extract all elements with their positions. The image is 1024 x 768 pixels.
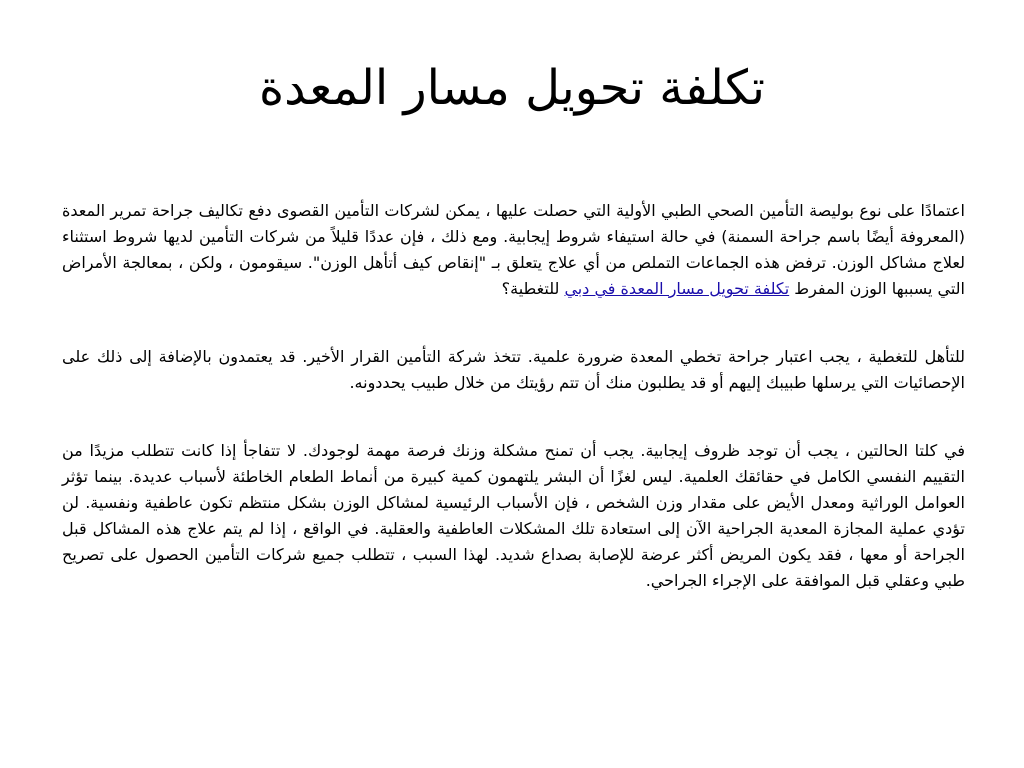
- paragraph-1: [62, 198, 965, 302]
- paragraph-1-tail: للتغطية؟: [501, 279, 565, 298]
- paragraph-2: للتأهل للتغطية ، يجب اعتبار جراحة تخطي المعدة ضرورة علمية. تتخذ شركة التأمين القرار الأخير. قد يعتمدون بالإضافة إلى ذلك على الإحصائيات التي يرسلها طبيبك إليهم أو قد يطلبون منك أن تتم رؤيتك من خلال طبيب يحددونه.: [62, 347, 965, 392]
- gastric-bypass-cost-dubai-link[interactable]: تكلفة تحويل مسار المعدة في دبي: [564, 279, 790, 298]
- paragraph-1-text: اعتمادًا على نوع بوليصة التأمين الصحي الطبي الأولية التي حصلت عليها ، يمكن لشركات التأمين القصوى دفع تكاليف جراحة تمرير المعدة (المعروفة أيضًا باسم جراحة السمنة) في حالة استيفاء شروط إيجابية. ومع ذلك ، فإن عددًا قليلاً من شركات التأمين لديها شروط استثناء لعلاج مشاكل الوزن. ترفض هذه الجماعات التملص من أي علاج يتعلق بـ "إنقاص كيف أتأهل الوزن". سيقومون ، ولكن ، بمعالجة الأمراض التي يسببها الوزن المفرط: [62, 201, 965, 298]
- slide-body: [62, 198, 965, 636]
- paragraph-3: في كلتا الحالتين ، يجب أن توجد ظروف إيجابية. يجب أن تمنح مشكلة وزنك فرصة مهمة لوجودك. لا تتفاجأ إذا كانت تتطلب مزيدًا من التقييم النفسي الكامل في حقائقك العلمية. ليس لغزًا أن البشر يلتهمون كمية كبيرة من أنماط الطعام الخاطئة لأسباب عديدة. بينما تؤثر العوامل الوراثية ومعدل الأيض على مقدار وزن الشخص ، فإن الأسباب الرئيسية لمشاكل الوزن بشكل منتظم تكون عاطفية ونفسية. لن تؤدي عملية المجازة المعدية الجراحية الآن إلى استعادة تلك المشكلات العاطفية والعقلية. في الواقع ، إذا لم يتم علاج هذه المشاكل قبل الجراحة أو معها ، فقد يكون المريض أكثر عرضة للإصابة بصداع شديد. لهذا السبب ، تتطلب جميع شركات التأمين الحصول على تصريح طبي وعقلي قبل الموافقة على الإجراء الجراحي.: [62, 441, 965, 590]
- slide-title: تكلفة تحويل مسار المعدة: [259, 60, 765, 116]
